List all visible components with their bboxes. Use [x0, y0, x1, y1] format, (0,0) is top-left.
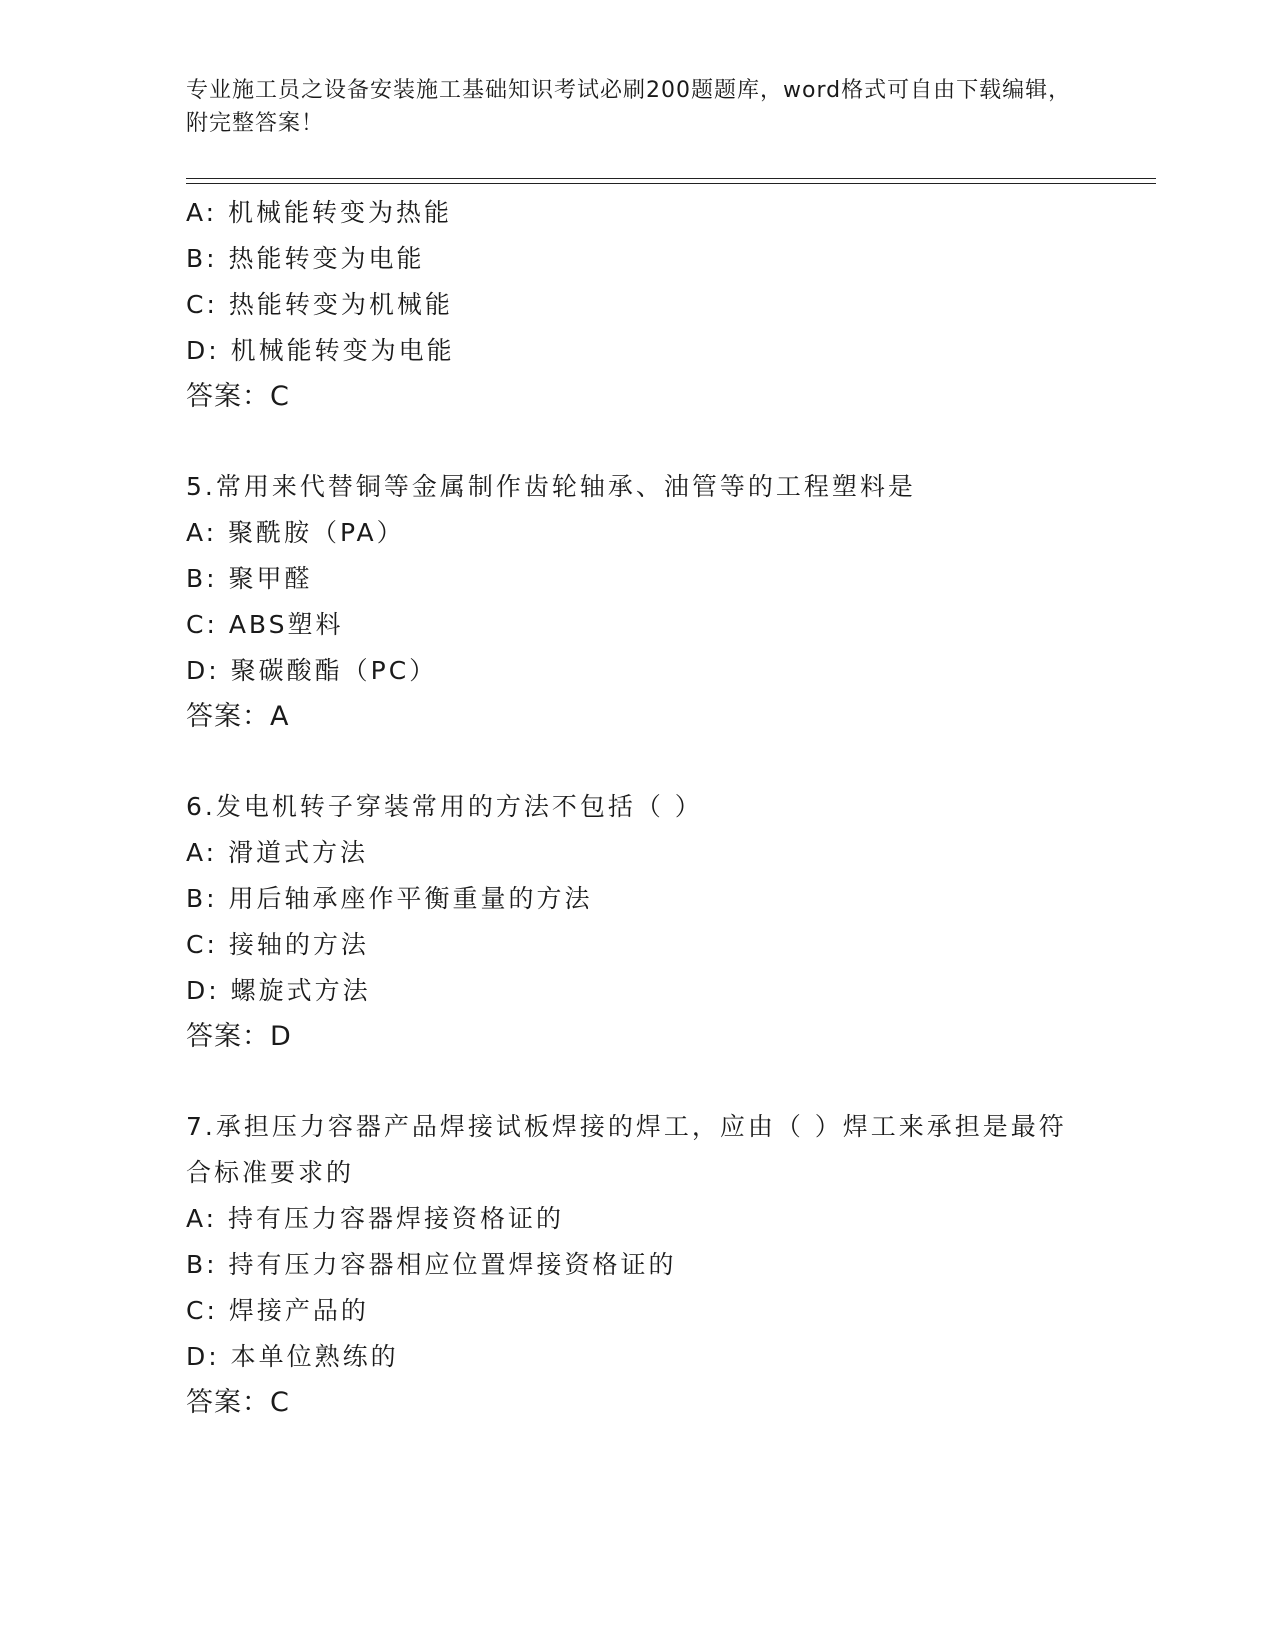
option-a: A: 机械能转变为热能	[186, 198, 453, 227]
option-c: C: 接轴的方法	[186, 930, 369, 959]
option-d: D: 本单位熟练的	[186, 1342, 399, 1371]
option-a: A: 聚酰胺（PA）	[186, 518, 405, 547]
answer: 答案：A	[186, 701, 290, 732]
option-b: B: 热能转变为电能	[186, 244, 425, 273]
question-title: 5.常用来代替铜等金属制作齿轮轴承、油管等的工程塑料是	[186, 472, 916, 501]
question-4	[186, 190, 1086, 420]
question-title: 7.承担压力容器产品焊接试板焊接的焊工，应由（ ）焊工来承担是最符合标准要求的	[186, 1112, 1067, 1187]
answer: 答案：C	[186, 1387, 290, 1418]
option-a: A: 滑道式方法	[186, 838, 369, 867]
option-c: C: ABS塑料	[186, 610, 344, 639]
question-7	[186, 1104, 1086, 1426]
option-d: D: 聚碳酸酯（PC）	[186, 656, 438, 685]
option-d: D: 机械能转变为电能	[186, 336, 455, 365]
document-header: 专业施工员之设备安装施工基础知识考试必刷200题题库，word格式可自由下载编辑，附完整答案！	[186, 78, 1072, 136]
option-b: B: 聚甲醛	[186, 564, 313, 593]
option-c: C: 热能转变为机械能	[186, 290, 453, 319]
header-divider-top	[186, 178, 1156, 179]
answer: 答案：D	[186, 1021, 292, 1052]
option-c: C: 焊接产品的	[186, 1296, 369, 1325]
option-d: D: 螺旋式方法	[186, 976, 371, 1005]
option-b: B: 用后轴承座作平衡重量的方法	[186, 884, 593, 913]
question-title: 6.发电机转子穿装常用的方法不包括（ ）	[186, 792, 703, 821]
header-divider-bottom	[186, 183, 1156, 184]
option-a: A: 持有压力容器焊接资格证的	[186, 1204, 565, 1233]
answer: 答案：C	[186, 381, 290, 412]
question-5	[186, 464, 1086, 740]
question-content	[186, 190, 1086, 1426]
option-b: B: 持有压力容器相应位置焊接资格证的	[186, 1250, 677, 1279]
question-6	[186, 784, 1086, 1060]
